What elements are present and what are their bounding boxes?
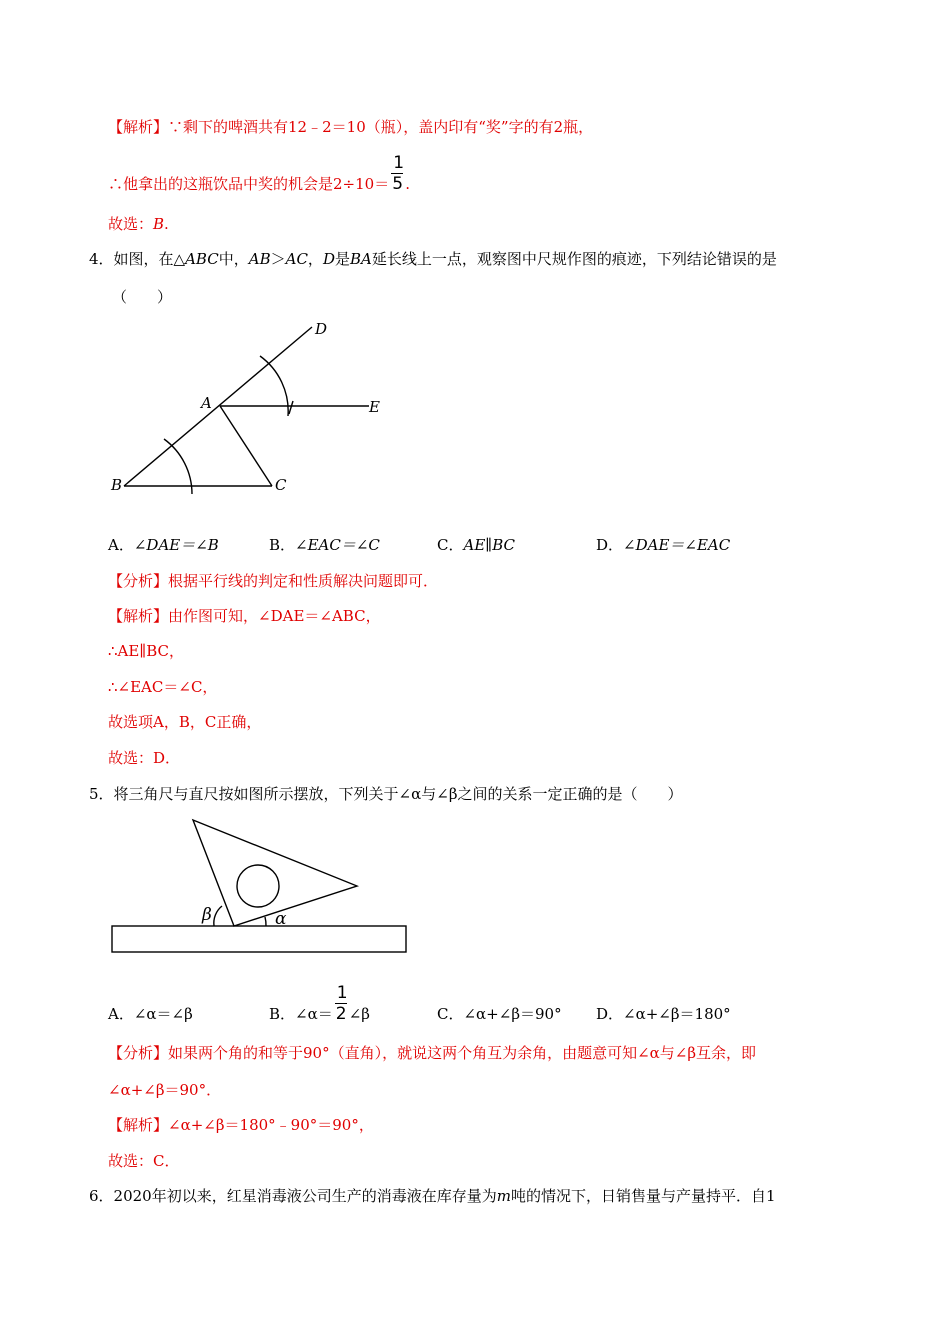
result-end: . <box>405 175 410 193</box>
fenxi-tag: 【分析】 <box>108 572 169 590</box>
jiexi-tag: 【解析】 <box>108 607 169 625</box>
q4-stem <box>89 249 777 269</box>
stem-var: m <box>496 1187 511 1205</box>
fenxi-text: ∠α+∠β＝90°． <box>108 1081 222 1099</box>
option-letter: A． <box>108 536 134 554</box>
option-letter: B． <box>269 536 296 554</box>
q4-paren <box>112 287 172 307</box>
stem-var: AC <box>285 250 308 268</box>
jiexi-text: 由作图可知，∠DAE＝∠ABC， <box>168 607 381 625</box>
q4-jiexi <box>108 606 381 626</box>
stem-var: D <box>322 250 335 268</box>
arc-alpha <box>265 917 266 926</box>
arc-tick <box>289 401 293 414</box>
option-letter: D． <box>596 536 624 554</box>
option-letter: C． <box>437 1005 464 1023</box>
q5-fenxi <box>108 1043 756 1063</box>
stem-text: 将三角尺与直尺按如图所示摆放，下列关于∠α与∠β之间的关系一定正确的是（ ） <box>113 785 683 803</box>
option-text: ∠α+∠β＝90° <box>463 1005 562 1023</box>
q4-option-a[interactable] <box>108 535 219 555</box>
fraction-denominator: 5 <box>392 174 404 194</box>
fenxi-text: 根据平行线的判定和性质解决问题即可． <box>168 572 439 590</box>
q4-step3 <box>108 712 261 732</box>
stem-part: 吨的情况下，日销售量与产量持平．自1 <box>510 1187 776 1205</box>
label-beta: β <box>202 905 212 925</box>
question-number: 5． <box>89 785 114 803</box>
fraction-one-fifth <box>389 153 405 195</box>
q5-jiexi <box>108 1115 374 1135</box>
stem-part: ＞ <box>270 250 286 268</box>
q5-answer <box>108 1151 179 1171</box>
q5-option-b[interactable] <box>269 983 370 1025</box>
q3-result-line <box>108 153 410 195</box>
option-letter: D． <box>596 1005 624 1023</box>
fraction-denominator: 2 <box>335 1004 347 1024</box>
q3-jiexi-line <box>108 117 593 137</box>
option-letter: B． <box>269 1005 296 1023</box>
ruler <box>112 926 406 952</box>
step-text: 故选项A，B，C正确， <box>108 713 262 731</box>
q5-figure <box>108 814 418 964</box>
q5-option-c[interactable] <box>437 1004 562 1024</box>
question-number: 6． <box>89 1187 114 1205</box>
label-c: C <box>275 476 287 494</box>
answer-text: 故选：D． <box>108 749 181 767</box>
label-a: A <box>201 394 212 412</box>
option-text: ∠DAE＝∠B <box>133 536 219 554</box>
jiexi-text: ∵剩下的啤酒共有12﹣2＝10（瓶），盖内印有“奖”字的有2瓶， <box>168 118 594 136</box>
q4-answer <box>108 748 180 768</box>
q5-fenxi-2 <box>108 1080 221 1100</box>
fraction-numerator: 1 <box>393 153 405 173</box>
stem-part: 如图，在△ <box>113 250 186 268</box>
fraction-one-half <box>333 983 349 1025</box>
option-text: AE∥BC <box>463 536 515 554</box>
option-text: ∠EAC＝∠C <box>295 536 380 554</box>
stem-part: 延长线上一点，观察图中尺规作图的痕迹，下列结论错误的是 <box>371 250 777 268</box>
option-text: ∠DAE＝∠EAC <box>623 536 731 554</box>
jiexi-tag: 【解析】 <box>108 1116 169 1134</box>
q5-option-d[interactable] <box>596 1004 731 1024</box>
stem-var: BA <box>349 250 372 268</box>
step-text: ∴∠EAC＝∠C， <box>108 678 218 696</box>
stem-var: ABC <box>185 250 219 268</box>
answer-end: . <box>164 215 169 233</box>
result-text: ∴他拿出的这瓶饮品中奖的机会是2÷10＝ <box>108 175 390 193</box>
q4-step2 <box>108 677 217 697</box>
answer-text: 故选：C． <box>108 1152 180 1170</box>
question-number: 4． <box>89 250 114 268</box>
q3-answer-line <box>108 214 169 234</box>
q4-option-c[interactable] <box>437 535 515 555</box>
stem-part: 是 <box>334 250 350 268</box>
option-text: ∠α＝ <box>295 1005 333 1023</box>
label-e: E <box>369 398 380 416</box>
fenxi-tag: 【分析】 <box>108 1044 169 1062</box>
arc-at-a <box>260 356 288 416</box>
option-text: ∠β <box>348 1005 370 1023</box>
answer-label: 故选： <box>108 215 154 233</box>
stem-part: ， <box>307 250 323 268</box>
stem-var: AB <box>248 250 271 268</box>
q6-stem <box>89 1186 776 1206</box>
stem-part: 2020年初以来，红星消毒液公司生产的消毒液在库存量为 <box>113 1187 497 1205</box>
label-d: D <box>315 320 328 338</box>
q4-option-b[interactable] <box>269 535 380 555</box>
q4-fenxi <box>108 571 438 591</box>
jiexi-text: ∠α+∠β＝180°﹣90°＝90°， <box>168 1116 374 1134</box>
fenxi-text: 如果两个角的和等于90°（直角），就说这两个角互为余角，由题意可知∠α与∠β互余，即 <box>168 1044 757 1062</box>
jiexi-tag: 【解析】 <box>108 118 169 136</box>
label-alpha: α <box>275 909 287 929</box>
q5-stem <box>89 784 683 804</box>
arc-beta <box>214 906 222 926</box>
fraction-numerator: 1 <box>336 983 348 1003</box>
option-letter: C． <box>437 536 464 554</box>
option-letter: A． <box>108 1005 134 1023</box>
step-text: ∴AE∥BC， <box>108 642 185 660</box>
answer-paren: （ ） <box>112 288 173 306</box>
q5-option-a[interactable] <box>108 1004 193 1024</box>
q4-step1 <box>108 641 184 661</box>
q4-figure <box>105 318 405 498</box>
stem-part: 中， <box>218 250 249 268</box>
set-square-hole <box>237 865 279 907</box>
segment-ac <box>220 406 272 486</box>
q4-option-d[interactable] <box>596 535 730 555</box>
option-text: ∠α＝∠β <box>133 1005 193 1023</box>
option-text: ∠α+∠β＝180° <box>623 1005 731 1023</box>
label-b: B <box>111 476 123 494</box>
answer-value: B <box>153 215 165 233</box>
